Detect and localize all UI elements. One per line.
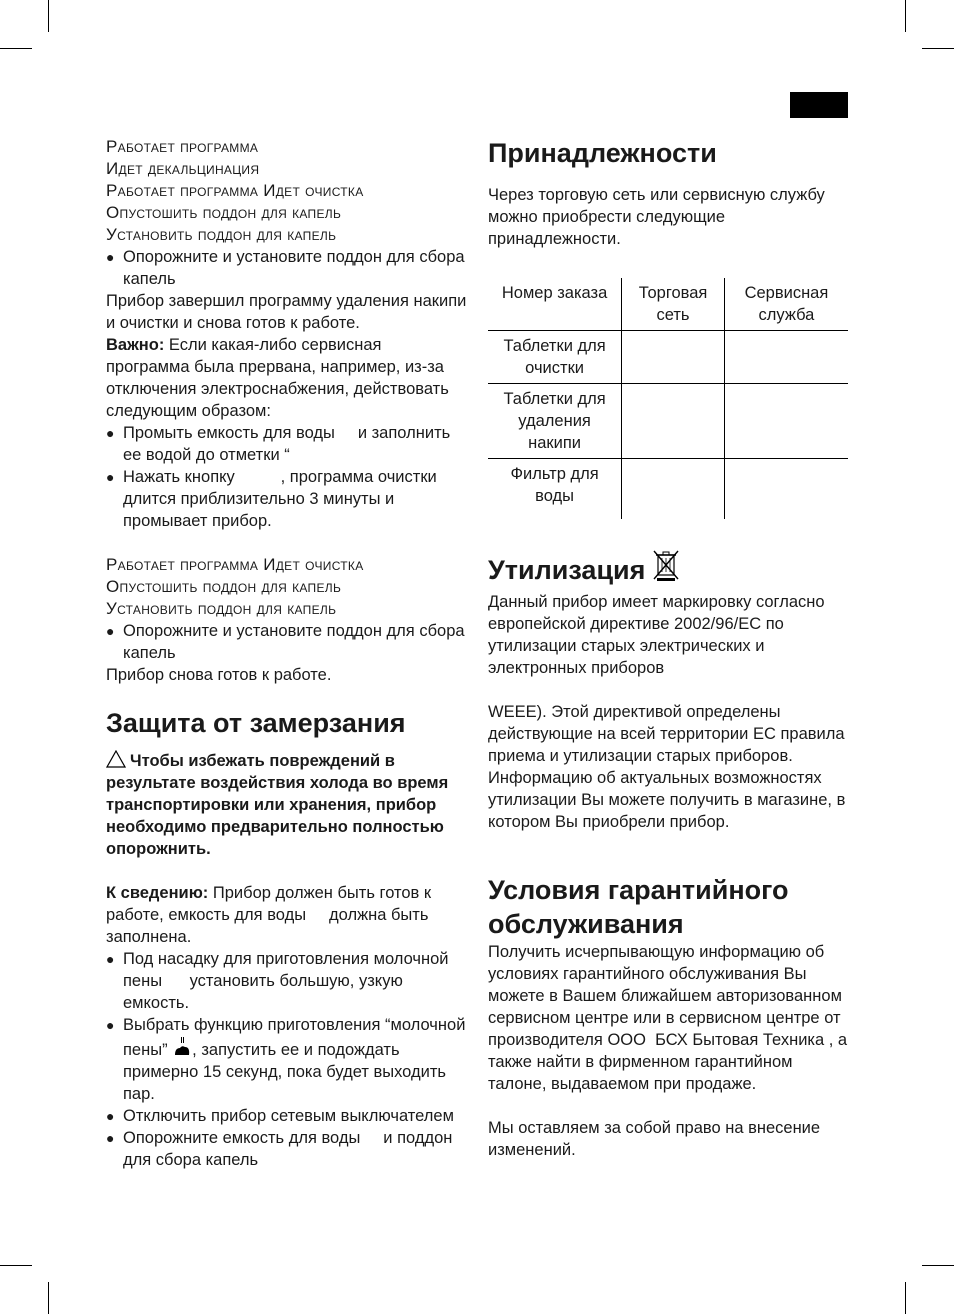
crop-mark [0, 48, 32, 49]
weee-bin-icon [651, 547, 681, 583]
bullet-item: ● Опорожните емкость для воды и поддон для сбора капель [106, 1127, 468, 1171]
status-line: Установить поддон для капель [106, 599, 337, 618]
accessories-table [488, 278, 848, 519]
table-cell [724, 331, 848, 384]
crop-mark [0, 1265, 32, 1266]
table-cell [622, 459, 725, 520]
right-column [488, 136, 850, 1161]
frost-heading: Защита от замерзания [106, 708, 406, 738]
table-header-row [488, 278, 848, 331]
frost-warning [106, 750, 468, 860]
crop-mark [922, 48, 954, 49]
table-header: Торговая сеть [622, 278, 725, 331]
milk-foam-icon [172, 1036, 192, 1058]
table-cell [622, 384, 725, 459]
disposal-heading [488, 547, 850, 587]
crop-mark [48, 1282, 49, 1314]
disposal-heading-text: Утилизация [488, 555, 646, 585]
table-cell [724, 459, 848, 520]
status-line: Опустошить поддон для капель [106, 203, 342, 222]
status-line: Установить поддон для капель [106, 225, 337, 244]
status-line: Работает программа [106, 137, 259, 156]
warranty-paragraph: Мы оставляем за собой право на внесение изменений. [488, 1119, 821, 1159]
warning-triangle-icon [106, 750, 126, 768]
note-label: К сведению: [106, 884, 209, 902]
table-cell: Фильтр для воды [488, 459, 622, 520]
bullet-item [106, 1014, 468, 1105]
table-cell: Таблетки для удаления накипи [488, 384, 622, 459]
bullet-text: , запустить ее и подождать примерно 15 секунд, пока будет выходить пар. [123, 1041, 446, 1103]
warranty-heading: Условия гарантийного обслуживания [488, 875, 789, 939]
note-text: Прибор должен быть готов к работе, емкость для воды должна быть заполнена. [106, 884, 436, 946]
table-header: Сервисная служба [724, 278, 848, 331]
bullet-item: ● Под насадку для приготовления молочной пены установить большую, узкую емкость. [106, 948, 468, 1014]
bullet-item: ● Опорожните и установите поддон для сбора капель [106, 620, 468, 664]
status-line: Идет декальцинация [106, 159, 260, 178]
table-header: Номер заказа [488, 278, 622, 331]
table-cell: Таблетки для очистки [488, 331, 622, 384]
bullet-item: ● Отключить прибор сетевым выключателем [106, 1105, 468, 1127]
bullet-item: ● Нажать кнопку , программа очистки длится приблизительно 3 минуты и промывает прибор. [106, 466, 468, 532]
crop-mark [922, 1265, 954, 1266]
bullet-item: ● Опорожните и установите поддон для сбора капель [106, 246, 468, 290]
table-row [488, 459, 848, 520]
important-label: Важно: [106, 336, 165, 354]
frost-warning-text: Чтобы избежать повреждений в результате воздействия холода во время транспортировки или хранения, прибор необходимо предварительно полностью опорожнить. [106, 752, 449, 858]
disposal-paragraph: Данный прибор имеет маркировку согласно европейской директиве 2002/96/ЕС по утилизации старых электрических и электронных приборов [488, 593, 825, 677]
bullet-text: Выбрать функцию приготовления “молочной пены” [123, 1016, 466, 1059]
status-line: Опустошить поддон для капель [106, 577, 342, 596]
table-row [488, 331, 848, 384]
important-text: Если какая-либо сервисная программа была прервана, например, из-за отключения электроснабжения, действовать следующим образом: [106, 336, 449, 420]
disposal-paragraph: WEEE). Этой директивой определены действующие на всей территории ЕС правила приема и утилизации старых приборов. Информацию об актуальных возможностях утилизации Вы можете получить в магазине, в котором Вы приобрели прибор. [488, 703, 846, 831]
left-column [106, 136, 468, 1171]
crop-mark [905, 0, 906, 32]
warranty-paragraph: Получить исчерпывающую информацию об условиях гарантийного обслуживания Вы можете в Вашем ближайшем авторизованном сервисном центре или в сервисном центре от производителя ООО БСХ Бытовая Техника , а также найти в фирменном гарантийном талоне, выдаваемом при продаже. [488, 943, 852, 1093]
table-cell [622, 331, 725, 384]
note-paragraph [106, 882, 468, 948]
important-paragraph [106, 334, 468, 422]
table-row [488, 384, 848, 459]
paragraph: Прибор снова готов к работе. [106, 666, 332, 684]
accessories-intro: Через торговую сеть или сервисную службу можно приобрести следующие принадлежности. [488, 186, 825, 248]
crop-mark [48, 0, 49, 32]
accessories-heading: Принадлежности [488, 138, 717, 168]
bullet-item: ● Промыть емкость для воды и заполнить ее водой до отметки “ [106, 422, 468, 466]
language-tab [790, 92, 848, 118]
status-line: Работает программа Идет очистка [106, 555, 364, 574]
status-line: Работает программа Идет очистка [106, 181, 364, 200]
table-cell [724, 384, 848, 459]
paragraph: Прибор завершил программу удаления накипи и очистки и снова готов к работе. [106, 292, 467, 332]
crop-mark [905, 1282, 906, 1314]
